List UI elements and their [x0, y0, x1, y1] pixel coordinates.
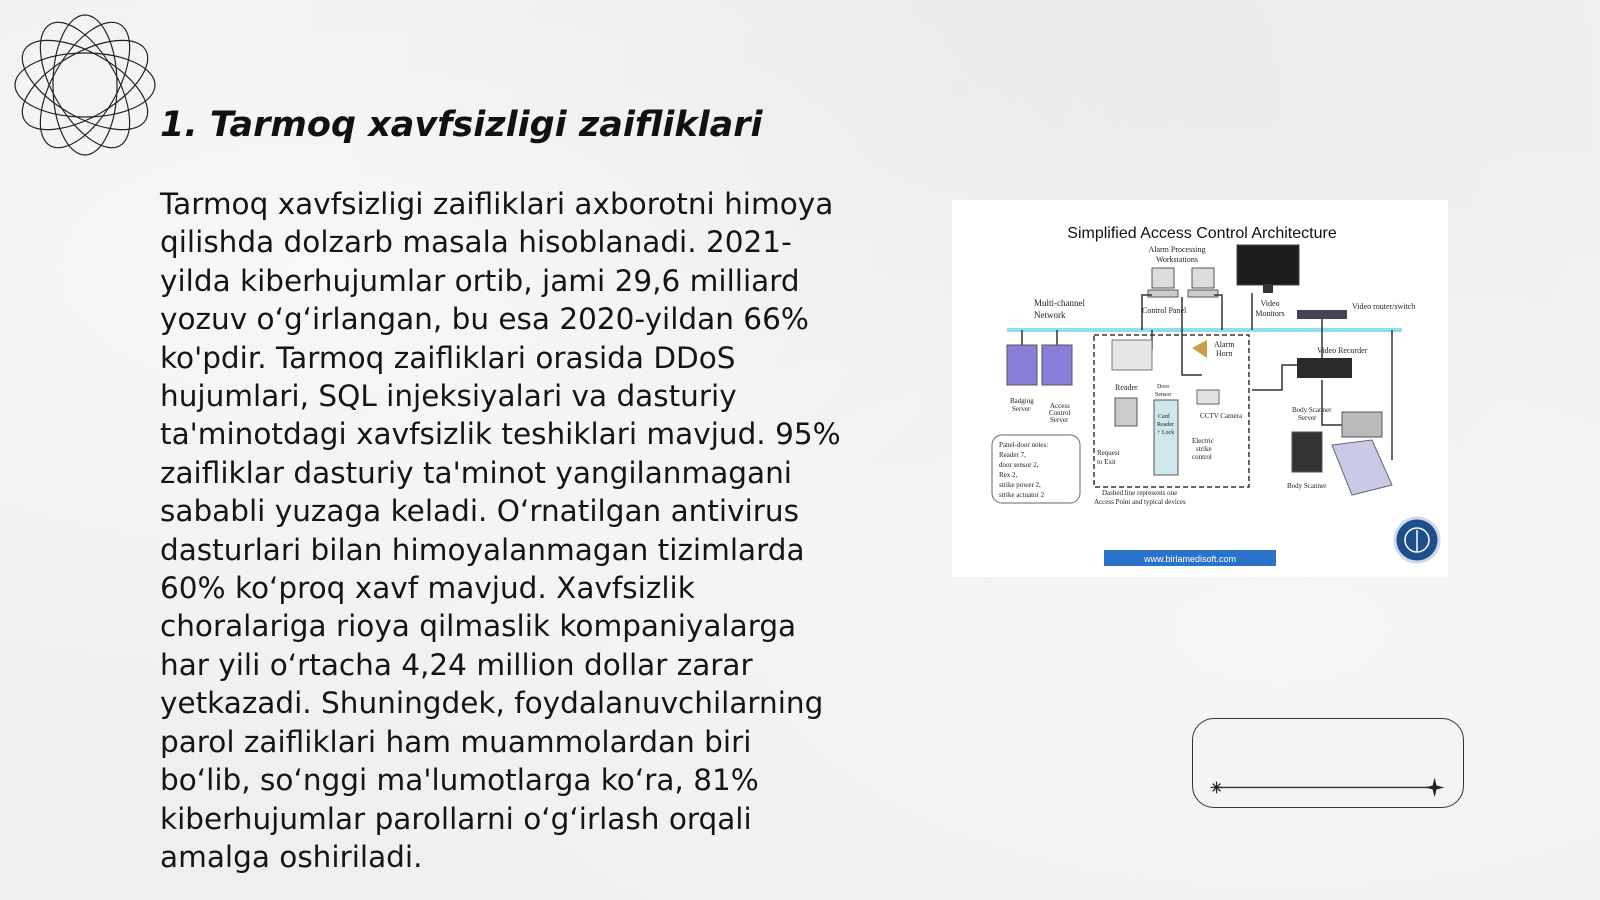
label-notes5: strike actuator 2: [999, 491, 1045, 499]
label-notes-title: Panel-door notes:: [999, 441, 1049, 449]
label-badging: Badging: [1010, 397, 1034, 405]
body-scanner-icon: [1332, 440, 1392, 495]
control-panel-icon: [1112, 340, 1152, 370]
decorative-pill-frame: [1192, 718, 1464, 808]
alarm-horn-icon: [1192, 340, 1207, 358]
label-video-router: Video router/switch: [1352, 302, 1416, 311]
video-monitor-icon: [1237, 245, 1299, 293]
label-dashed-note: Dashed line represents one: [1102, 489, 1178, 497]
star-point-icon: [1425, 778, 1445, 798]
video-router-icon: [1297, 310, 1347, 319]
access-control-diagram: [952, 200, 1448, 577]
label-dashed-note2: Access Point and typical devices: [1094, 498, 1186, 506]
diagram-title: Simplified Access Control Architecture: [1067, 225, 1337, 242]
access-control-server-icon: [1042, 345, 1072, 385]
label-video-recorder: Video Recorder: [1317, 346, 1368, 355]
label-alarm-horn: Alarm: [1214, 340, 1235, 349]
label-access3: Server: [1050, 416, 1069, 424]
body-scanner-server-icon: [1292, 432, 1322, 472]
label-bs-server: Body Scanner: [1292, 406, 1332, 414]
company-seal-icon: [1395, 518, 1439, 562]
label-video-monitors2: Monitors: [1255, 309, 1285, 318]
label-card: Card: [1158, 414, 1170, 420]
label-notes3: Rex 2,: [999, 471, 1018, 479]
label-cctv: CCTV Camera: [1200, 412, 1243, 420]
label-alarm-ws2: Workstations: [1155, 255, 1199, 264]
label-control-panel: Control Panel: [1142, 306, 1187, 315]
badging-server-icon: [1007, 345, 1037, 385]
door-icon: [1154, 400, 1178, 475]
slide-title: 1. Tarmoq xavfsizligi zaifliklari: [160, 105, 763, 145]
label-network: Network: [1034, 310, 1066, 320]
label-badging2: Server: [1012, 405, 1031, 413]
label-bs-server2: Server: [1298, 414, 1317, 422]
label-strike3: control: [1192, 453, 1212, 461]
orbital-logo-icon: [10, 10, 160, 160]
label-notes4: strike power 2,: [999, 481, 1041, 489]
label-access2: Control: [1049, 409, 1071, 417]
label-notes1: Reader 7,: [999, 451, 1026, 459]
label-alarm-horn2: Horn: [1216, 349, 1233, 358]
alarm-workstations-icon: [1148, 268, 1218, 297]
label-alarm-ws: Alarm Processing: [1148, 245, 1206, 254]
label-multi-channel: Multi-channel: [1034, 298, 1085, 308]
label-request: Request: [1097, 449, 1120, 457]
slide-body-text: Tarmoq xavfsizligi zaifliklari axborotni himoya qilishda dolzarb masala hisoblanadi. 2021-yilda kiberhujumlar ortib, jami 29,6 milliard yozuv o‘g‘irlangan, bu esa 2020-yildan 66% ko'pdir. Tarmoq zaifliklari orasida DDoS hujumlari, SQL injeksiyalari va dasturiy ta'minotdagi xavfsizlik teshiklari mavjud. 95% zaifliklar dasturiy ta'minot yangilanmagani sababli yuzaga keladi. O‘rnatilgan antivirus dasturlari bilan himoyalanmagan tizimlarda 60% ko‘proq xavf mavjud. Xavfsizlik choralariga rioya qilmaslik kompaniyalarga har yili o‘rtacha 4,24 million dollar zarar yetkazadi. Shuningdek, foydalanuvchilarning parol zaifliklari ham muammolardan biri bo‘lib, so‘nggi ma'lumotlarga ko‘ra, 81% kiberhujumlar parollarni o‘g‘irlash orqali amalga oshiriladi.: [160, 187, 841, 874]
label-strike: Electric: [1192, 437, 1214, 445]
label-strike2: strike: [1196, 445, 1212, 453]
sparkle-icon: [1211, 782, 1223, 794]
label-request2: to Exit: [1097, 458, 1116, 466]
label-body-scanner: Body Scanner: [1287, 482, 1327, 490]
label-door: Door: [1157, 384, 1170, 390]
label-url: www.birlamedisoft.com: [1143, 554, 1237, 564]
label-door2: Sensor: [1155, 392, 1172, 398]
cctv-icon: [1197, 390, 1219, 404]
label-notes2: door sensor 2,: [999, 461, 1039, 469]
label-access: Access: [1050, 402, 1070, 410]
video-recorder-icon: [1297, 358, 1352, 378]
label-card2: Reader: [1157, 422, 1174, 428]
label-card3: + Lock: [1157, 430, 1175, 436]
reader-icon: [1115, 398, 1137, 426]
label-reader: Reader: [1115, 383, 1138, 392]
scanner-unit-icon: [1342, 412, 1382, 437]
label-video-monitors: Video: [1260, 299, 1280, 308]
